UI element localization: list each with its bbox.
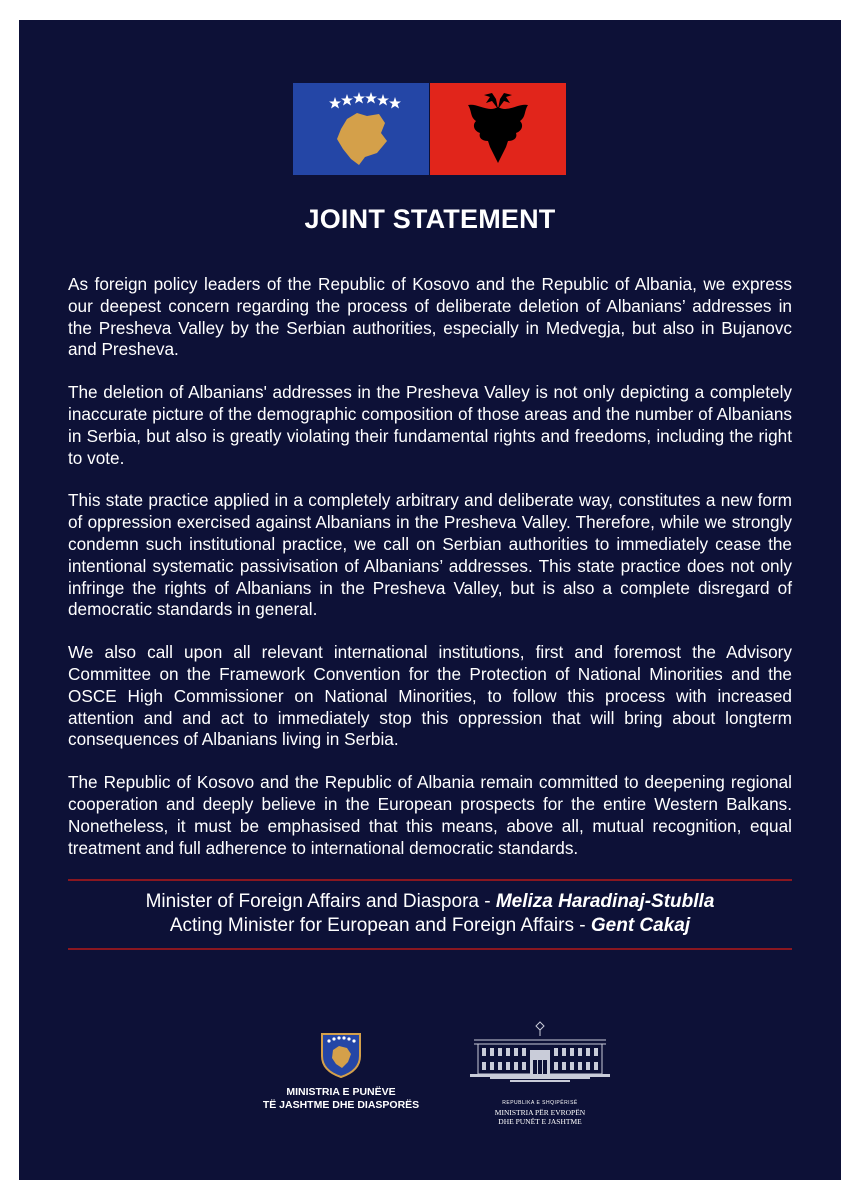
kosovo-coat-of-arms-icon [318, 1032, 364, 1078]
ministry-name-line: MINISTRIA E PUNËVE [286, 1086, 396, 1098]
paragraph: This state practice applied in a completely arbitrary and deliberate way, constitutes a new form of oppression exercised against Albanians in the Presheva Valley. Therefore, while we strongly condemn such institutional practice, we call on Serbian authorities to immediately cease the intentional systematic passivisation of Albanians’ addresses. This state practice does not only infringe the rights of Albanians in the Presheva Valley, but is also a complete disregard of democratic standards in general. [68, 490, 792, 620]
statement-body [68, 274, 792, 880]
paragraph: As foreign policy leaders of the Republic of Kosovo and the Republic of Albania, we express our deepest concern regarding the process of deliberate deletion of Albanians’ addresses in the Presheva Valley by the Serbian authorities, especially in Medvegja, but also in Bujanovc and Presheva. [68, 274, 792, 360]
ministry-small-caption: REPUBLIKA E SHQIPËRISË [502, 1100, 578, 1106]
divider-bottom [68, 948, 792, 950]
ministry-name-line: TË JASHTME DHE DIASPORËS [262, 1099, 420, 1111]
flags-banner [293, 83, 566, 175]
signature-line-1 [0, 890, 860, 913]
albania-ministry-logo [470, 1020, 610, 1130]
paragraph: The Republic of Kosovo and the Republic of Albania remain committed to deepening regional cooperation and deeply believe in the European prospects for the entire Western Balkans. Nonetheless, it must be emphasised that this means, above all, mutual recognition, equal treatment and full adherence to international democratic standards. [68, 772, 792, 858]
albania-flag [430, 83, 566, 175]
signature-role: Acting Minister for European and Foreign Affairs - [169, 915, 591, 936]
divider-top [68, 879, 792, 881]
kosovo-flag [293, 83, 429, 175]
ministry-name-line: MINISTRIA PËR EVROPËN [494, 1108, 586, 1117]
signature-name: Meliza Haradinaj-Stublla [495, 891, 715, 912]
kosovo-flag-emblem-icon [293, 83, 429, 175]
signature-name: Gent Cakaj [590, 915, 691, 936]
paragraph: We also call upon all relevant international institutions, first and foremost the Advisory Committee on the Framework Convention for the Protection of National Minorities and the OSCE High Commissioner on National Minorities, to follow this process with increased attention and and act to immediately stop this oppression that will bring about longterm consequences of Albanians living in Serbia. [68, 642, 792, 750]
paragraph: The deletion of Albanians' addresses in the Presheva Valley is not only depicting a completely inaccurate picture of the demographic composition of those areas and the number of Albanians in Serbia, but also is greatly violating their fundamental rights and freedoms, including the right to vote. [68, 382, 792, 468]
kosovo-ministry-logo [256, 1032, 426, 1122]
ministry-building-icon [470, 1020, 610, 1098]
double-headed-eagle-icon [430, 83, 566, 175]
page-title: JOINT STATEMENT [304, 204, 556, 234]
ministry-name-line: DHE PUNËT E JASHTME [498, 1117, 582, 1126]
signature-role: Minister of Foreign Affairs and Diaspora - [145, 891, 496, 912]
signature-line-2 [0, 914, 860, 937]
